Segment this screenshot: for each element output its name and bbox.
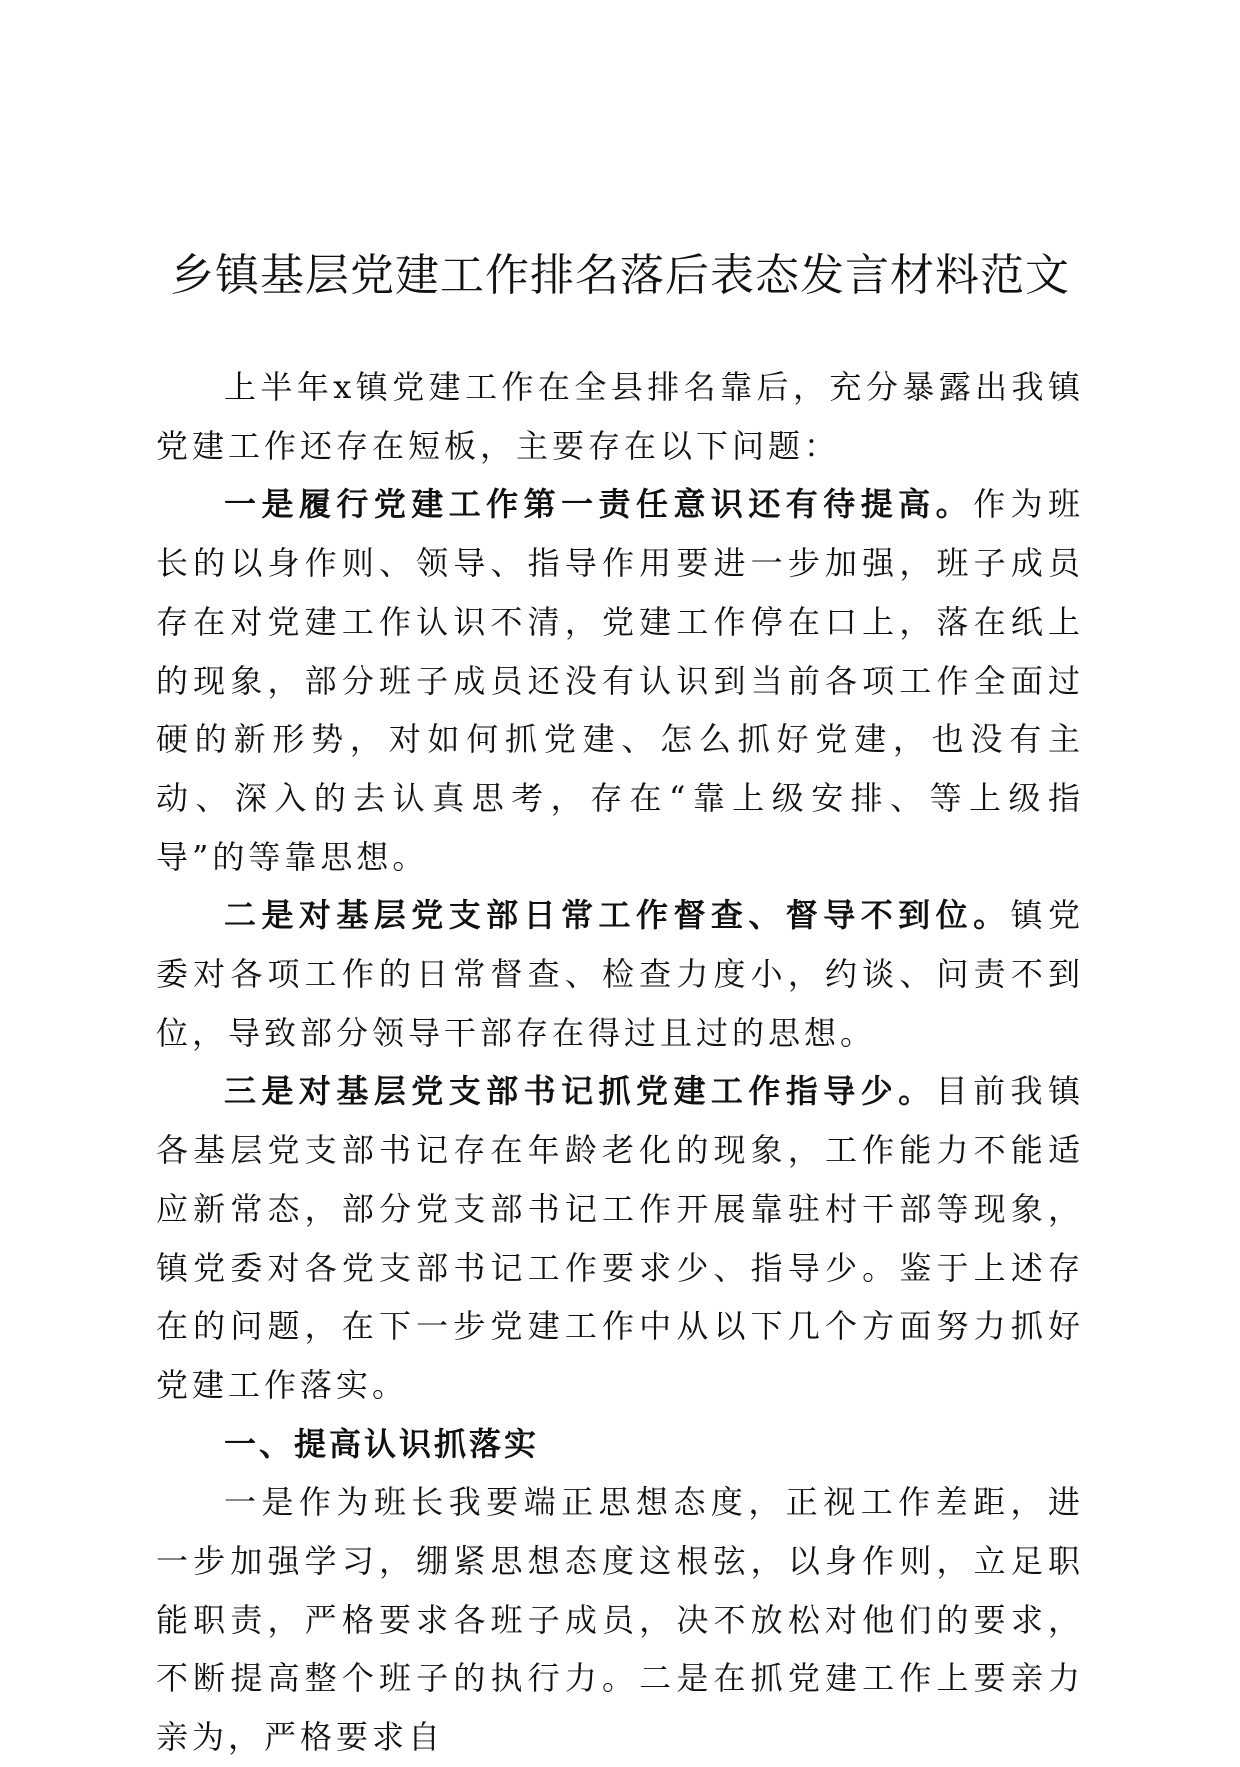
problem-3-text: 目前我镇各基层党支部书记存在年龄老化的现象，工作能力不能适应新常态，部分党支部书记工作开展靠驻村干部等现象，镇党委对各党支部书记工作要求少、指导少。鉴于上述存在的问题，在下一步党建工作中从以下几个方面努力抓好党建工作落实。 [156,1072,1084,1404]
problem-paragraph-2 [156,886,1084,1062]
problem-3-lead: 三是对基层党支部书记抓党建工作指导少。 [224,1072,936,1111]
problem-paragraph-1 [156,475,1084,886]
problem-2-text: 镇党委对各项工作的日常督查、检查力度小，约谈、问责不到位，导致部分领导干部存在得过且过的思想。 [156,896,1084,1052]
intro-paragraph: 上半年x镇党建工作在全县排名靠后，充分暴露出我镇党建工作还存在短板，主要存在以下问题： [156,368,1084,465]
section-1-paragraph: 一是作为班长我要端正思想态度，正视工作差距，进一步加强学习，绷紧思想态度这根弦，以身作则，立足职能职责，严格要求各班子成员，决不放松对他们的要求，不断提高整个班子的执行力。二是在抓党建工作上要亲力亲为，严格要求自 [156,1483,1084,1757]
problem-paragraph-3 [156,1062,1084,1414]
document-title: 乡镇基层党建工作排名落后表态发言材料范文 [170,250,1070,301]
document-body [156,358,1084,1767]
section-1-heading: 一、提高认识抓落实 [224,1424,540,1463]
problem-2-lead: 二是对基层党支部日常工作督查、督导不到位。 [224,896,1011,935]
problem-1-text: 作为班长的以身作则、领导、指导作用要进一步加强，班子成员存在对党建工作认识不清，党建工作停在口上，落在纸上的现象，部分班子成员还没有认识到当前各项工作全面过硬的新形势，对如何抓党建、怎么抓好党建，也没有主动、深入的去认真思考，存在“靠上级安排、等上级指导”的等靠思想。 [156,485,1084,876]
problem-1-lead: 一是履行党建工作第一责任意识还有待提高。 [224,485,974,524]
